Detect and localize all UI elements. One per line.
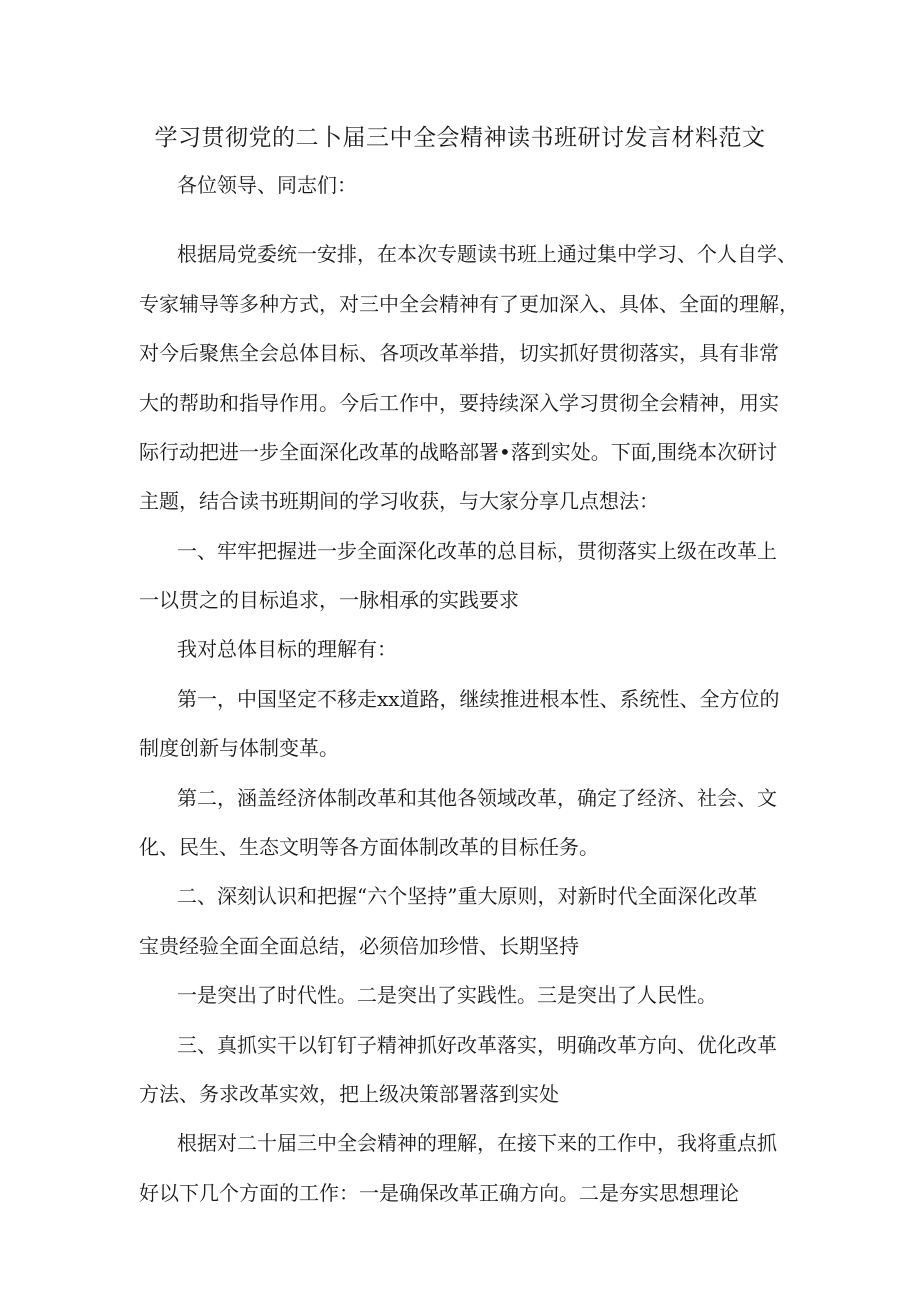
paragraph-line: 对今后聚焦全会总体目标、各项改革举措，切实抓好贯彻落实，具有非常: [139, 341, 779, 365]
heading-line: 方法、务求改革实效，把上级决策部署落到实处: [139, 1082, 559, 1106]
paragraph-line: 专家辅导等多种方式，对三中全会精神有了更加深入、具体、全面的理解，: [139, 292, 799, 316]
paragraph-line: 根据局党委统一安排，在本次专题读书班上通过集中学习、个人自学、: [177, 242, 797, 266]
paragraph-line: 第二，涵盖经济体制改革和其他各领域改革，确定了经济、社会、文: [177, 786, 777, 810]
heading-line: 三、真抓实干以钉钉子精神抓好改革落实，明确改革方向、优化改革: [177, 1033, 777, 1057]
heading-line: 宝贵经验全面全面总结，必须倍加珍惜、长期坚持: [139, 934, 579, 958]
paragraph-line: 化、民生、生态文明等各方面体制改革的目标任务。: [139, 835, 599, 859]
salutation: 各位领导、同志们：: [177, 173, 357, 197]
paragraph-line: 第一，中国坚定不移走xx道路，继续推进根本性、系统性、全方位的: [177, 687, 780, 711]
document-title: 学习贯彻党的二卜届三中全会精神读书班研讨发言材料范文: [154, 125, 766, 151]
paragraph-line: 制度创新与体制变革。: [139, 736, 339, 760]
paragraph-line: 际行动把进一步全面深化改革的战略部署•落到实处。下面,围绕本次研讨: [139, 440, 778, 464]
paragraph-line: 大的帮助和指导作用。今后工作中，要持续深入学习贯彻全会精神，用实: [139, 391, 779, 415]
paragraph-line: 根据对二十届三中全会精神的理解，在接下来的工作中，我将重点抓: [177, 1131, 777, 1155]
paragraph-line: 主题，结合读书班期间的学习收获，与大家分享几点想法：: [139, 489, 659, 513]
section-2-body: 一是突出了时代性。二是突出了实践性。三是突出了人民性。: [177, 983, 717, 1007]
paragraph-line: 好以下几个方面的工作：一是确保改革正确方向。二是夯实思想理论: [139, 1181, 739, 1205]
heading-line: 一、牢牢把握进一步全面深化改革的总目标，贯彻落实上级在改革上: [177, 539, 777, 563]
section-1-lead: 我对总体目标的理解有：: [177, 637, 397, 661]
heading-line: 二、深刻认识和把握“六个坚持”重大原则，对新时代全面深化改革: [177, 884, 758, 908]
heading-line: 一以贯之的目标追求，一脉相承的实践要求: [139, 588, 519, 612]
